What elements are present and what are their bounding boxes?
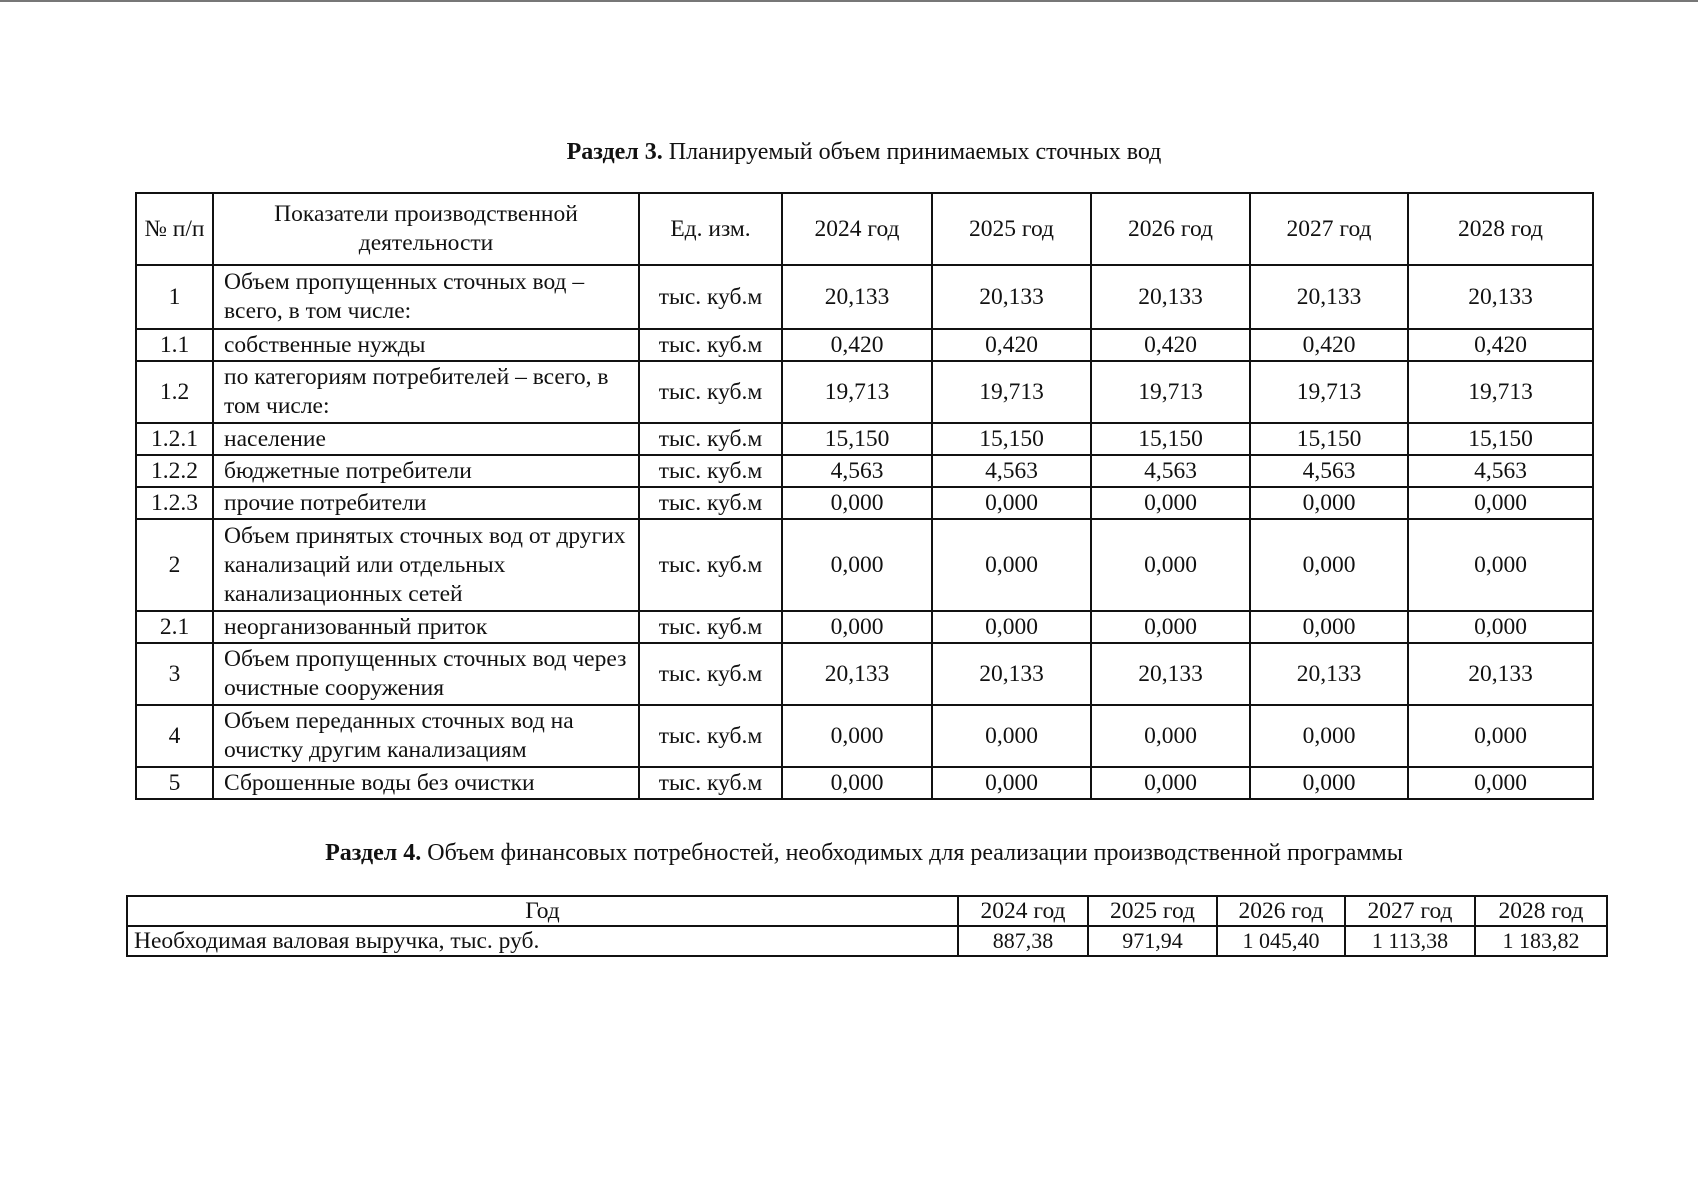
row-value: 15,150 [1091, 423, 1250, 455]
header-year-2028: 2028 год [1408, 193, 1593, 265]
row-unit: тыс. куб.м [639, 423, 782, 455]
section-4-title [0, 840, 1698, 867]
row-value: 0,000 [932, 705, 1091, 767]
row-value: 20,133 [932, 643, 1091, 705]
row-value: 19,713 [1408, 361, 1593, 423]
section-3-title-bold: Раздел 3. [566, 139, 663, 165]
financial-year-2027: 2027 год [1345, 896, 1475, 926]
table-row [136, 329, 1593, 361]
row-value: 0,000 [1250, 767, 1408, 799]
table-row [136, 519, 1593, 611]
row-value: 0,000 [1250, 705, 1408, 767]
table-header-row [136, 193, 1593, 265]
row-num: 1.2 [136, 361, 213, 423]
row-value: 0,420 [932, 329, 1091, 361]
row-value: 15,150 [1408, 423, 1593, 455]
header-year-2025: 2025 год [932, 193, 1091, 265]
row-value: 0,000 [782, 705, 932, 767]
row-label: население [213, 423, 639, 455]
header-num: № п/п [136, 193, 213, 265]
table-row [136, 265, 1593, 329]
row-value: 0,000 [1408, 705, 1593, 767]
row-unit: тыс. куб.м [639, 361, 782, 423]
row-unit: тыс. куб.м [639, 643, 782, 705]
section-4-title-bold: Раздел 4. [325, 840, 422, 866]
wastewater-table-body [136, 193, 1593, 799]
row-value: 0,000 [1250, 487, 1408, 519]
row-value: 20,133 [1250, 643, 1408, 705]
row-value: 0,000 [1250, 611, 1408, 643]
row-num: 4 [136, 705, 213, 767]
row-value: 20,133 [1408, 643, 1593, 705]
financial-row-label: Необходимая валовая выручка, тыс. руб. [127, 926, 958, 956]
row-value: 0,000 [1091, 705, 1250, 767]
row-num: 1.2.3 [136, 487, 213, 519]
row-value: 20,133 [1408, 265, 1593, 329]
wastewater-volume-table [135, 192, 1594, 800]
row-value: 20,133 [1250, 265, 1408, 329]
row-value: 0,000 [932, 487, 1091, 519]
row-value: 0,420 [1250, 329, 1408, 361]
row-value: 0,000 [782, 611, 932, 643]
row-value: 15,150 [932, 423, 1091, 455]
table-row [136, 361, 1593, 423]
table-row [136, 643, 1593, 705]
row-value: 0,000 [1091, 487, 1250, 519]
header-year-2026: 2026 год [1091, 193, 1250, 265]
table-row [136, 487, 1593, 519]
row-unit: тыс. куб.м [639, 265, 782, 329]
row-unit: тыс. куб.м [639, 611, 782, 643]
row-label: Объем пропущенных сточных вод – всего, в том числе: [213, 265, 639, 329]
row-value: 4,563 [782, 455, 932, 487]
row-value: 19,713 [1250, 361, 1408, 423]
financial-value-2028: 1 183,82 [1475, 926, 1607, 956]
financial-header-label: Год [127, 896, 958, 926]
row-value: 0,000 [1091, 519, 1250, 611]
row-num: 1.2.2 [136, 455, 213, 487]
header-indicator: Показатели производственной деятельности [213, 193, 639, 265]
row-num: 1 [136, 265, 213, 329]
row-value: 0,000 [1408, 767, 1593, 799]
row-value: 4,563 [1408, 455, 1593, 487]
header-year-2027: 2027 год [1250, 193, 1408, 265]
row-value: 20,133 [782, 265, 932, 329]
financial-value-2026: 1 045,40 [1217, 926, 1345, 956]
financial-year-2025: 2025 год [1088, 896, 1217, 926]
row-label: Сброшенные воды без очистки [213, 767, 639, 799]
row-value: 19,713 [1091, 361, 1250, 423]
financial-year-2024: 2024 год [958, 896, 1088, 926]
row-value: 0,000 [782, 767, 932, 799]
row-label: бюджетные потребители [213, 455, 639, 487]
financial-year-2028: 2028 год [1475, 896, 1607, 926]
row-num: 1.2.1 [136, 423, 213, 455]
row-value: 19,713 [932, 361, 1091, 423]
row-value: 0,000 [1250, 519, 1408, 611]
row-label: неорганизованный приток [213, 611, 639, 643]
section-3-title [0, 139, 1698, 166]
row-value: 0,420 [1408, 329, 1593, 361]
row-unit: тыс. куб.м [639, 767, 782, 799]
table-row [136, 455, 1593, 487]
section-4-title-text: Объем финансовых потребностей, необходимых для реализации производственной программы [421, 840, 1403, 866]
row-num: 2.1 [136, 611, 213, 643]
header-year-2024: 2024 год [782, 193, 932, 265]
row-value: 0,000 [932, 767, 1091, 799]
row-value: 20,133 [1091, 643, 1250, 705]
row-num: 5 [136, 767, 213, 799]
row-value: 0,000 [1408, 611, 1593, 643]
table-row [136, 423, 1593, 455]
financial-year-2026: 2026 год [1217, 896, 1345, 926]
row-value: 4,563 [1091, 455, 1250, 487]
row-unit: тыс. куб.м [639, 455, 782, 487]
financial-header-row [127, 896, 1607, 926]
row-value: 0,000 [1091, 767, 1250, 799]
table-row [136, 705, 1593, 767]
row-num: 2 [136, 519, 213, 611]
row-value: 4,563 [932, 455, 1091, 487]
row-label: Объем пропущенных сточных вод через очистные сооружения [213, 643, 639, 705]
header-unit: Ед. изм. [639, 193, 782, 265]
row-value: 0,000 [782, 487, 932, 519]
row-value: 15,150 [1250, 423, 1408, 455]
row-label: Объем переданных сточных вод на очистку другим канализациям [213, 705, 639, 767]
row-value: 0,420 [1091, 329, 1250, 361]
row-value: 20,133 [1091, 265, 1250, 329]
row-unit: тыс. куб.м [639, 705, 782, 767]
row-num: 3 [136, 643, 213, 705]
row-label: по категориям потребителей – всего, в том числе: [213, 361, 639, 423]
row-value: 15,150 [782, 423, 932, 455]
table-row [136, 611, 1593, 643]
row-value: 0,000 [1091, 611, 1250, 643]
row-label: собственные нужды [213, 329, 639, 361]
row-label: Объем принятых сточных вод от других канализаций или отдельных канализационных сетей [213, 519, 639, 611]
row-label: прочие потребители [213, 487, 639, 519]
row-num: 1.1 [136, 329, 213, 361]
financial-data-row [127, 926, 1607, 956]
financial-value-2027: 1 113,38 [1345, 926, 1475, 956]
row-value: 0,000 [1408, 519, 1593, 611]
row-value: 19,713 [782, 361, 932, 423]
row-value: 0,000 [782, 519, 932, 611]
page-top-rule [0, 0, 1698, 2]
financial-value-2025: 971,94 [1088, 926, 1217, 956]
row-value: 0,000 [932, 611, 1091, 643]
row-value: 0,000 [1408, 487, 1593, 519]
row-value: 0,000 [932, 519, 1091, 611]
row-value: 0,420 [782, 329, 932, 361]
table-row [136, 767, 1593, 799]
row-value: 20,133 [782, 643, 932, 705]
financial-value-2024: 887,38 [958, 926, 1088, 956]
row-unit: тыс. куб.м [639, 487, 782, 519]
row-unit: тыс. куб.м [639, 519, 782, 611]
row-unit: тыс. куб.м [639, 329, 782, 361]
row-value: 4,563 [1250, 455, 1408, 487]
section-3-title-text: Планируемый объем принимаемых сточных вод [662, 139, 1162, 165]
financial-needs-table [126, 895, 1608, 957]
row-value: 20,133 [932, 265, 1091, 329]
